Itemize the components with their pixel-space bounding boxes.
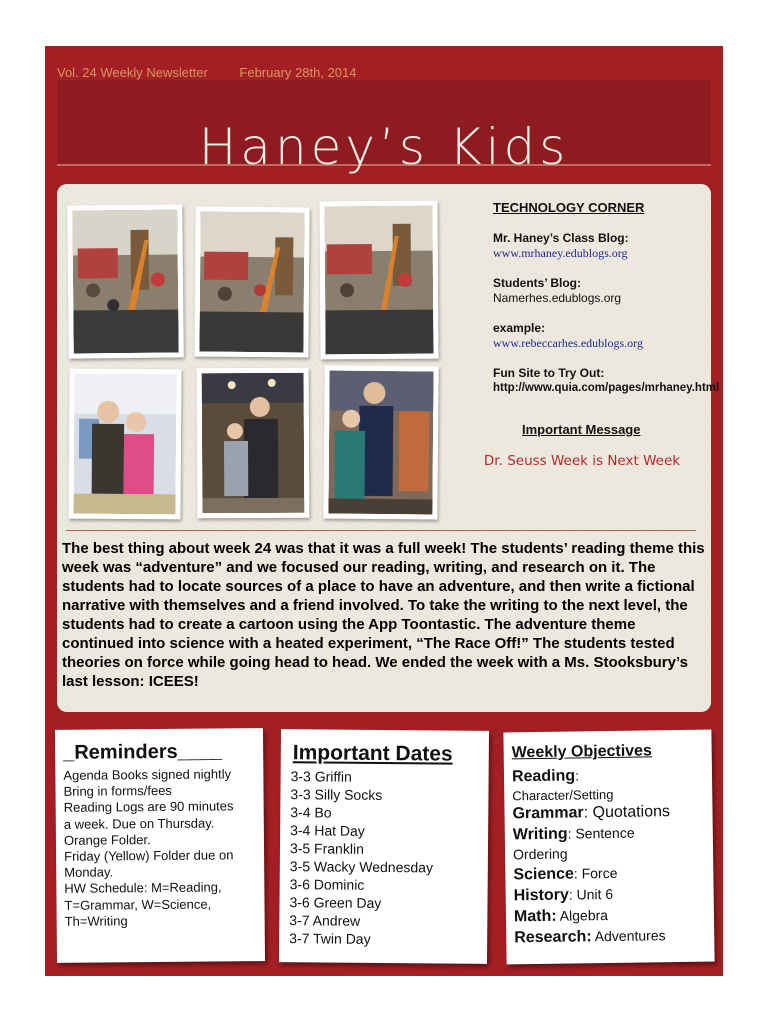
date-item: 3-6 Green Day [289,894,382,911]
objective-grammar [512,802,708,825]
reminder-item: Friday (Yellow) Folder due on [64,847,234,864]
issue-date: February 28th, 2014 [239,65,357,80]
important-dates-list [289,767,481,949]
reminder-item: Bring in forms/fees [63,783,172,800]
objective-math-label: Math: [513,907,557,926]
objective-grammar-label: Grammar [512,804,584,823]
reminder-item: Monday. [64,864,114,881]
classroom-photo-2-image [199,212,304,353]
technology-corner [493,200,733,411]
objective-history [514,883,710,907]
date-item: 3-7 Andrew [289,912,361,929]
date-item: 3-6 Dominic [289,876,365,893]
date-item: 3-5 Franklin [289,840,364,857]
classroom-photo-1-image [72,209,178,353]
weekly-story: The best thing about week 24 was that it was a full week! The students’ reading theme this week was “adventure” and we focused our reading, writing, and research on it. The students had to locate sources of a place to have an adventure, and then write a fictional narrative with themselves and a friend involved. To take the writing to the next level, the students had to create a cartoon using the App Toontastic. The adventure theme continued into science with a heated experiment, “The Race Off!” The students tested theories on force while going head to head. We ended the week with a Ms. Stooksbury’s last lesson: ICEES! [62,540,705,690]
reminder-item: Reading Logs are 90 minutes [63,798,234,816]
objective-writing-value-2: Ordering [512,845,568,863]
reminders-list [63,766,260,930]
objective-research-value: Adventures [591,927,666,945]
important-dates-card [279,729,489,964]
reminder-item: a week. Due on Thursday. [63,815,215,832]
objective-research [514,925,710,949]
fun-site-link[interactable]: http://www.quia.com/pages/mrhaney.html [493,382,720,394]
objective-history-value: : Unit 6 [568,885,614,903]
section-divider [66,530,696,531]
date-item: 3-7 Twin Day [289,930,371,947]
weekly-objectives-title: Weekly Objectives [511,742,653,762]
objective-math [514,904,710,928]
objective-history-label: History [513,886,569,905]
objective-writing-value: : Sentence [567,824,635,842]
objective-research-label: Research: [514,928,592,947]
objective-reading [512,764,708,788]
important-message-text: Dr. Seuss Week is Next Week [483,453,681,469]
reminder-item: Agenda Books signed nightly [63,766,232,783]
weekly-objectives-card [503,730,714,965]
reminder-item: T=Grammar, W=Science, [64,896,212,913]
objective-math-value: Algebra [556,907,609,924]
reminder-item: HW Schedule: M=Reading, [64,879,222,897]
classroom-photo-3-image [324,206,433,355]
technology-corner-heading: TECHNOLOGY CORNER [493,200,645,215]
photo-family [323,366,438,520]
important-message-heading: Important Message [522,422,641,437]
volume-label: Vol. 24 Weekly Newsletter [57,65,208,80]
photo-classroom-2 [194,207,309,358]
important-dates-title: Important Dates [292,741,453,766]
reminders-card [55,728,265,963]
newsletter-title: Haney’s Kids [198,118,570,176]
example-blog-link[interactable]: www.rebeccarhes.edublogs.org [493,336,643,350]
students-blog-label: Students’ Blog: [493,276,581,290]
family-photo-image [328,371,433,515]
example-label: example: [493,321,546,335]
reminder-item: Orange Folder. [63,831,151,848]
class-blog-link[interactable]: www.mrhaney.edublogs.org [493,246,628,260]
objective-writing [513,822,709,846]
class-blog-label: Mr. Haney’s Class Blog: [493,231,629,245]
date-item: 3-4 Bo [290,804,332,821]
objective-reading-colon: : [575,767,580,784]
weekly-objectives-list [512,764,711,949]
objective-science [513,862,709,886]
objective-science-value: : Force [573,864,618,882]
date-item: 3-4 Hat Day [290,822,365,839]
date-item: 3-3 Silly Socks [290,786,383,803]
volume-line [57,65,384,80]
reminders-title: _Reminders____ [63,740,223,764]
photo-teacher-student [68,369,181,520]
photo-parents-night [197,368,310,519]
fun-site-label: Fun Site to Try Out: [493,366,605,380]
reminder-item: Th=Writing [64,913,128,929]
photo-classroom-3 [319,201,438,360]
objective-reading-value: Character/Setting [512,786,614,804]
objective-writing-label: Writing [512,825,568,844]
date-item: 3-3 Griffin [290,768,352,785]
date-item: 3-5 Wacky Wednesday [289,858,434,876]
objective-reading-label: Reading [511,767,576,786]
objective-grammar-value: : Quotations [583,803,671,822]
teacher-student-photo-image [74,374,177,515]
objective-science-label: Science [513,865,574,884]
students-blog-value: Namerhes.edublogs.org [493,291,622,305]
photo-classroom-1 [67,204,184,358]
parents-night-photo-image [202,373,305,514]
